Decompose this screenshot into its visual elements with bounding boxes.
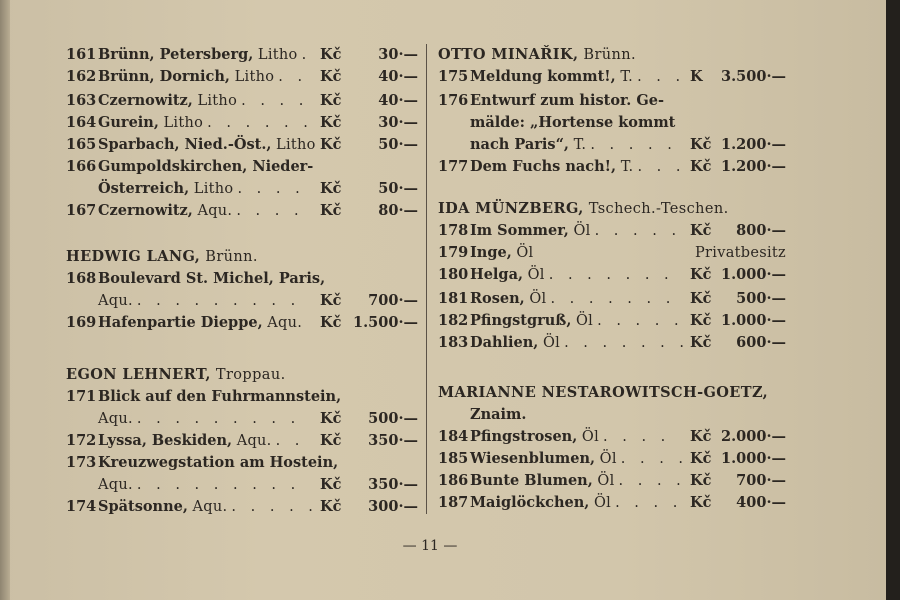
leader-dots: . . . . . .: [207, 115, 313, 131]
leader-dots: . . . . . . .: [550, 291, 676, 307]
currency: Kč: [690, 450, 712, 467]
medium-text: Öl: [573, 223, 591, 239]
title-text: Lyssa, Beskiden,: [98, 432, 233, 449]
currency: Kč: [320, 314, 342, 331]
leader-dots: . . . . .: [231, 499, 318, 515]
price-value: 1.000·—: [721, 312, 786, 329]
artist-name: OTTO MINAŘIK,: [438, 46, 579, 63]
currency: Kč: [690, 290, 712, 307]
medium-text: Aqu.: [98, 411, 133, 427]
title-text: mälde: „Hortense kommt: [470, 114, 676, 131]
medium-text: Öl: [575, 313, 594, 329]
medium-text: Litho: [193, 181, 234, 197]
entry-continuation: [0, 134, 880, 156]
entry-title: [470, 66, 685, 88]
artist-heading: [66, 364, 286, 386]
entry-number: 169: [66, 314, 97, 331]
entry-title: [470, 112, 675, 134]
medium-text: Aqu.: [267, 315, 303, 331]
medium-text: T.: [573, 137, 587, 153]
price-value: 350·—: [368, 432, 418, 449]
currency: Kč: [320, 92, 342, 109]
entry-continuation: [0, 178, 880, 200]
leader-dots: . . . .: [241, 93, 309, 109]
entry-number: 181: [438, 290, 469, 307]
title-text: Brünn, Petersberg,: [98, 46, 254, 63]
title-text: Entwurf zum histor. Ge-: [470, 92, 665, 109]
currency: Kč: [690, 472, 712, 489]
price-value: 50·—: [378, 136, 418, 153]
entry-title: [470, 332, 689, 354]
price-value: 600·—: [736, 334, 786, 351]
price-value: 50·—: [378, 180, 418, 197]
price-value: 500·—: [736, 290, 786, 307]
catalog-entry: [0, 242, 880, 264]
entry-title: [470, 90, 664, 112]
entry-number: 183: [438, 334, 469, 351]
entry-number: 185: [438, 450, 469, 467]
medium-text: Litho: [197, 93, 238, 109]
artist-heading: [438, 382, 768, 404]
entry-title: [470, 492, 682, 514]
leader-dots: . . . . .: [597, 313, 684, 329]
medium-text: Öl: [597, 473, 615, 489]
price-value: 30·—: [378, 46, 418, 63]
entry-number: 177: [438, 158, 469, 175]
currency: Kč: [690, 334, 712, 351]
title-text: Maiglöckchen,: [470, 494, 590, 511]
currency: Kč: [320, 68, 342, 85]
price-value: 80·—: [378, 202, 418, 219]
title-text: Sparbach, Nied.-Öst.,: [98, 136, 272, 153]
entry-title: [470, 448, 688, 470]
leader-dots: . . . . . . . . .: [136, 477, 301, 493]
title-text: Pfingstrosen,: [470, 428, 578, 445]
artist-name: MARIANNE NESTAROWITSCH-GOETZ,: [438, 384, 769, 401]
medium-text: T.: [620, 159, 634, 175]
title-text: Inge,: [470, 244, 512, 261]
currency: Kč: [690, 136, 712, 153]
title-text: Gumpoldskirchen, Nieder-: [98, 158, 314, 175]
leader-dots: . . . . .: [594, 223, 682, 239]
leader-dots: . . . .: [620, 451, 689, 467]
catalog-entry: [0, 426, 880, 448]
leader-dots: . . . . . . .: [548, 267, 674, 283]
title-text: Im Sommer,: [470, 222, 569, 239]
leader-dots: . . .: [637, 69, 686, 85]
entry-continuation: [0, 112, 880, 134]
entry-title: [470, 288, 675, 310]
currency: Kč: [690, 312, 712, 329]
catalog-entry: [0, 66, 880, 88]
catalog-entry: [0, 492, 880, 514]
title-text: Kreuzwegstation am Hostein,: [98, 454, 339, 471]
price-value: 700·—: [368, 292, 418, 309]
entry-number: 162: [66, 68, 97, 85]
leader-dots: . . . . . . . . .: [136, 411, 301, 427]
medium-text: Öl: [593, 495, 612, 511]
entry-title: [98, 200, 304, 222]
currency: Kč: [320, 432, 342, 449]
leader-dots: .: [301, 47, 312, 63]
price-value: 800·—: [736, 222, 786, 239]
title-text: Brünn, Dornich,: [98, 68, 230, 85]
price-value: 1.000·—: [721, 450, 786, 467]
leader-dots: . .: [275, 433, 305, 449]
entry-continuation: [0, 404, 880, 426]
price-value: 3.500·—: [721, 68, 786, 85]
artist-place: Brünn.: [205, 249, 258, 265]
entry-number: 182: [438, 312, 469, 329]
price-value: 400·—: [736, 494, 786, 511]
leader-dots: . .: [278, 69, 308, 85]
entry-title: [98, 44, 311, 66]
title-text: Hafenpartie Dieppe,: [98, 314, 263, 331]
page-edge: [886, 0, 900, 600]
currency: Kč: [690, 494, 712, 511]
ownership-note: Privatbesitz: [695, 245, 786, 261]
entry-number: 186: [438, 472, 469, 489]
artist-heading: [438, 198, 729, 220]
catalog-entry: [0, 310, 880, 332]
price-value: 1.000·—: [721, 266, 786, 283]
price-value: 40·—: [378, 92, 418, 109]
leader-dots: . . . .: [615, 495, 683, 511]
medium-text: Aqu.: [236, 433, 272, 449]
currency: Kč: [320, 292, 342, 309]
title-text: Znaim.: [470, 406, 527, 423]
title-text: Czernowitz,: [98, 202, 193, 219]
title-text: Czernowitz,: [98, 92, 193, 109]
medium-text: Öl: [527, 267, 545, 283]
artist-name: IDA MÜNZBERG,: [438, 200, 584, 217]
catalog-entry: [0, 156, 880, 178]
page-number: — 11 —: [402, 538, 458, 554]
title-text: Pfingstgruß,: [470, 312, 572, 329]
medium-text: Litho: [276, 137, 316, 153]
medium-text: Litho: [234, 69, 275, 85]
currency: Kč: [320, 202, 342, 219]
entry-number: 166: [66, 158, 97, 175]
entry-title: [470, 134, 677, 156]
entry-title: [470, 220, 681, 242]
title-text: Helga,: [470, 266, 524, 283]
artist-heading: [438, 44, 636, 66]
artist-place: Troppau.: [215, 367, 286, 383]
medium-text: Öl: [516, 245, 534, 261]
entry-title: [470, 264, 674, 286]
medium-text: Litho: [163, 115, 204, 131]
price-value: 300·—: [368, 498, 418, 515]
entry-number: 173: [66, 454, 97, 471]
entry-number: 187: [438, 494, 469, 511]
leader-dots: . . . .: [236, 203, 304, 219]
entry-number: 179: [438, 244, 469, 261]
entry-number: 180: [438, 266, 469, 283]
medium-text: Öl: [542, 335, 561, 351]
artist-place: Tschech.-Teschen.: [588, 201, 729, 217]
entry-number: 168: [66, 270, 97, 287]
entry-number: 161: [66, 46, 97, 63]
price-value: 2.000·—: [721, 428, 786, 445]
leader-dots: . . . .: [237, 181, 305, 197]
currency: Kč: [320, 46, 342, 63]
title-text: Wiesenblumen,: [470, 450, 596, 467]
entry-number: 164: [66, 114, 97, 131]
price-value: 40·—: [378, 68, 418, 85]
medium-text: Aqu.: [197, 203, 233, 219]
title-text: Rosen,: [470, 290, 525, 307]
currency: Kč: [320, 410, 342, 427]
title-text: Boulevard St. Michel, Paris,: [98, 270, 326, 287]
entry-title: [470, 426, 670, 448]
price-value: 700·—: [736, 472, 786, 489]
medium-text: Öl: [529, 291, 547, 307]
entry-title: [470, 404, 526, 426]
entry-number: 167: [66, 202, 97, 219]
leader-dots: . . . . .: [590, 137, 677, 153]
entry-number: 178: [438, 222, 469, 239]
leader-dots: . . .: [637, 159, 686, 175]
medium-text: Aqu.: [192, 499, 228, 515]
title-text: Bunte Blumen,: [470, 472, 593, 489]
medium-text: Aqu.: [98, 477, 133, 493]
currency: Kč: [320, 498, 342, 515]
entry-number: 171: [66, 388, 97, 405]
entry-number: 163: [66, 92, 97, 109]
title-text: Österreich,: [98, 180, 190, 197]
title-text: Meldung kommt!,: [470, 68, 616, 85]
currency: K: [690, 68, 703, 85]
currency: Kč: [320, 180, 342, 197]
price-value: 30·—: [378, 114, 418, 131]
leader-dots: . . . . . . .: [564, 335, 690, 351]
title-text: Dahlien,: [470, 334, 539, 351]
entry-title: [470, 242, 533, 264]
artist-name: EGON LEHNERT,: [66, 366, 211, 383]
currency: Kč: [320, 476, 342, 493]
leader-dots: . . . . . . . . .: [136, 293, 301, 309]
entry-number: 172: [66, 432, 97, 449]
entry-title: [98, 178, 305, 200]
catalog-entry: [0, 288, 880, 310]
leader-dots: . . . .: [618, 473, 686, 489]
currency: Kč: [690, 158, 712, 175]
catalog-entry: [0, 220, 880, 242]
entry-number: 184: [438, 428, 469, 445]
currency: Kč: [690, 266, 712, 283]
catalog-entry: [0, 448, 880, 470]
price-value: 1.200·—: [721, 136, 786, 153]
title-text: nach Paris“,: [470, 136, 569, 153]
title-text: Spätsonne,: [98, 498, 188, 515]
price-value: 500·—: [368, 410, 418, 427]
entry-number: 174: [66, 498, 97, 515]
currency: Kč: [690, 428, 712, 445]
entry-title: [470, 310, 684, 332]
currency: Kč: [320, 136, 342, 153]
price-value: 1.200·—: [721, 158, 786, 175]
title-text: Gurein,: [98, 114, 159, 131]
price-value: 1.500·—: [353, 314, 418, 331]
medium-text: Öl: [581, 429, 600, 445]
entry-number: 176: [438, 92, 469, 109]
catalog-entry: [0, 470, 880, 492]
currency: Kč: [320, 114, 342, 131]
entry-title: [470, 156, 685, 178]
catalog-entry: [0, 264, 880, 286]
entry-number: 175: [438, 68, 469, 85]
title-text: Blick auf den Fuhrmannstein,: [98, 388, 342, 405]
leader-dots: . . . .: [603, 429, 671, 445]
medium-text: Litho: [257, 47, 298, 63]
price-value: 350·—: [368, 476, 418, 493]
medium-text: T.: [620, 69, 634, 85]
artist-name: HEDWIG LANG,: [66, 248, 201, 265]
artist-place: Brünn.: [583, 47, 637, 63]
catalog-entry: [0, 90, 880, 112]
title-text: Dem Fuchs nach!,: [470, 158, 617, 175]
catalog-entry: [0, 332, 880, 354]
medium-text: Öl: [599, 451, 617, 467]
entry-title: [470, 470, 686, 492]
currency: Kč: [690, 222, 712, 239]
entry-number: 165: [66, 136, 97, 153]
medium-text: Aqu.: [98, 293, 133, 309]
